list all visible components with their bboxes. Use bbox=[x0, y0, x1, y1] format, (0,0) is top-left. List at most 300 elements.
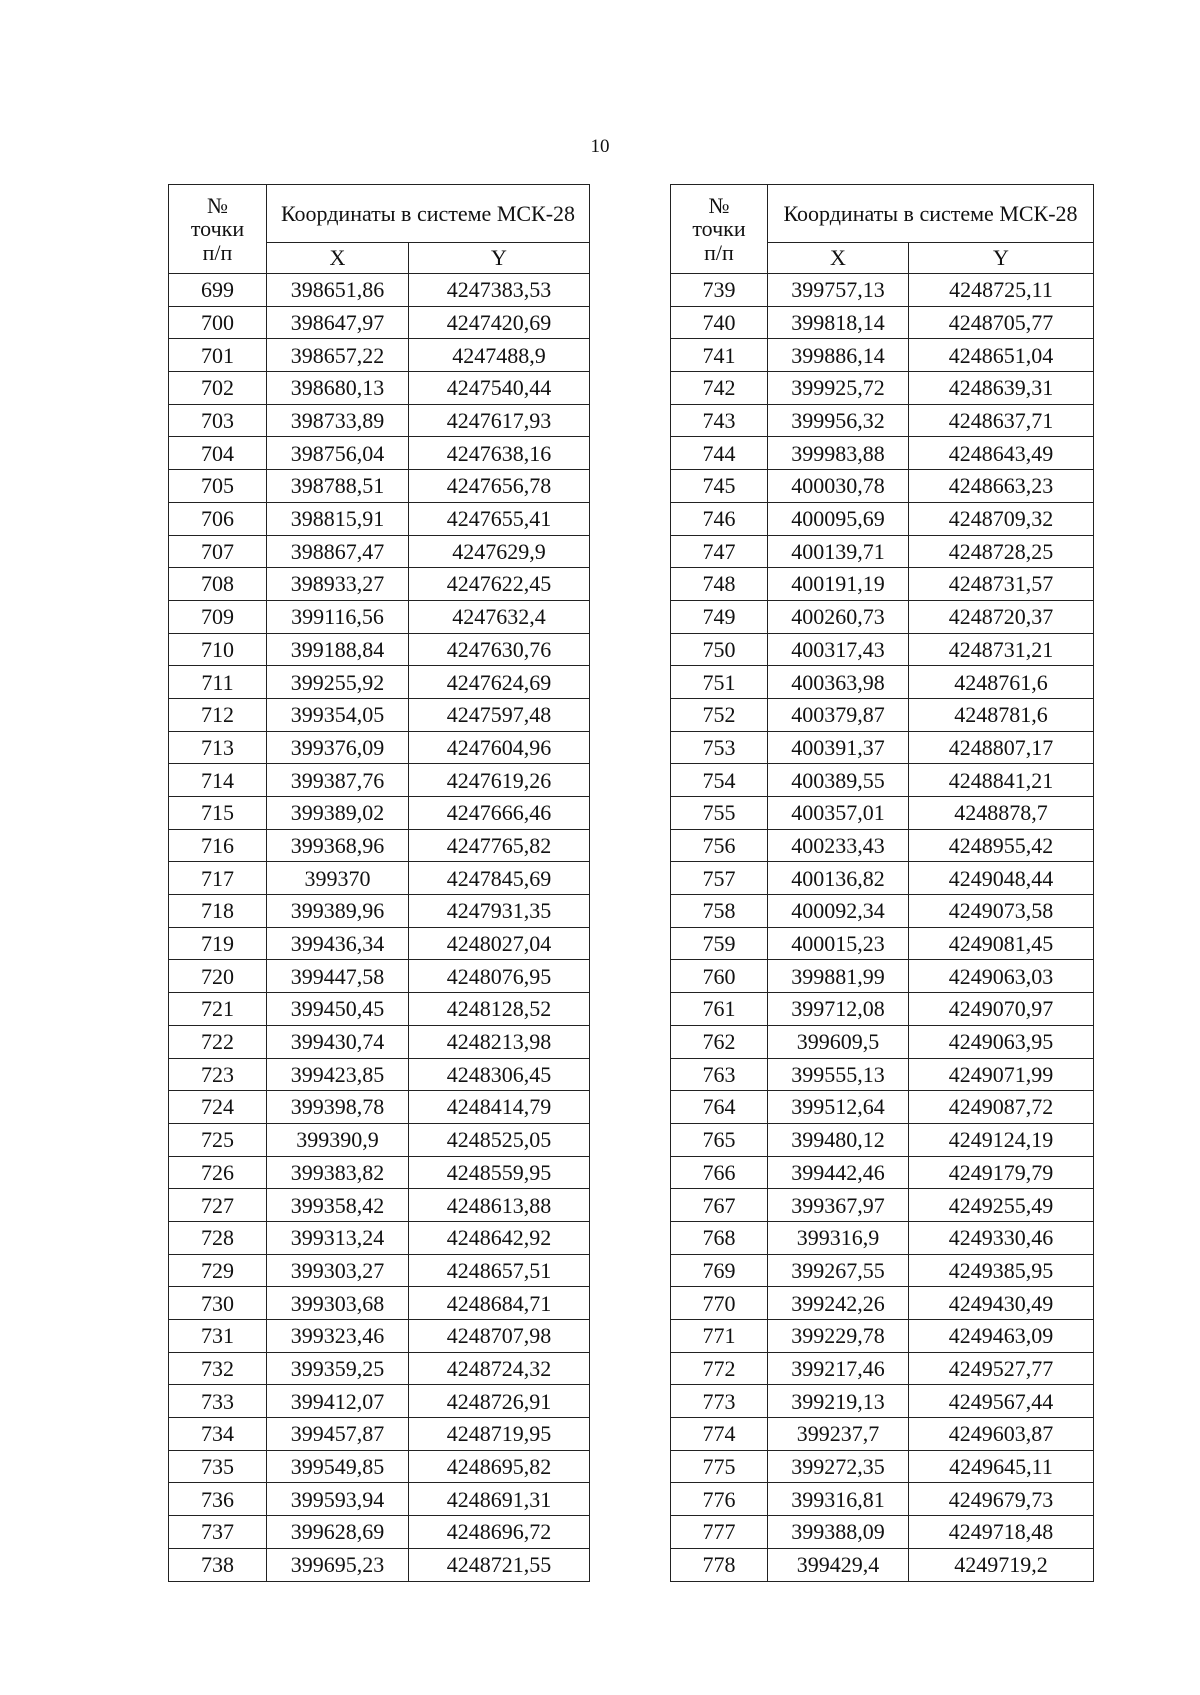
point-number-cell: 776 bbox=[671, 1483, 768, 1516]
x-coordinate-cell: 399442,46 bbox=[768, 1156, 909, 1189]
y-coordinate-cell: 4247597,48 bbox=[409, 698, 590, 731]
point-number-cell: 719 bbox=[169, 927, 267, 960]
x-header: X bbox=[267, 243, 409, 274]
table-row bbox=[169, 731, 590, 764]
page-number: 10 bbox=[590, 136, 610, 157]
number-sign: № bbox=[207, 193, 228, 219]
point-number-cell: 711 bbox=[169, 666, 267, 699]
x-coordinate-cell: 399316,81 bbox=[768, 1483, 909, 1516]
point-number-cell: 725 bbox=[169, 1123, 267, 1156]
point-number-cell: 752 bbox=[671, 698, 768, 731]
point-number-cell: 755 bbox=[671, 797, 768, 830]
y-coordinate-cell: 4248731,21 bbox=[909, 633, 1094, 666]
x-coordinate-cell: 399549,85 bbox=[267, 1450, 409, 1483]
table-row bbox=[671, 862, 1094, 895]
x-coordinate-cell: 399480,12 bbox=[768, 1123, 909, 1156]
table-row bbox=[169, 1352, 590, 1385]
table-row bbox=[169, 698, 590, 731]
y-coordinate-cell: 4248691,31 bbox=[409, 1483, 590, 1516]
table-row bbox=[671, 372, 1094, 405]
x-coordinate-cell: 398867,47 bbox=[267, 535, 409, 568]
point-number-cell: 771 bbox=[671, 1320, 768, 1353]
point-number-cell: 761 bbox=[671, 993, 768, 1026]
table-row bbox=[671, 1287, 1094, 1320]
x-coordinate-cell: 399387,76 bbox=[267, 764, 409, 797]
point-number-cell: 760 bbox=[671, 960, 768, 993]
table-row bbox=[671, 1123, 1094, 1156]
table-row bbox=[671, 339, 1094, 372]
point-number-cell: 730 bbox=[169, 1287, 267, 1320]
y-coordinate-cell: 4248955,42 bbox=[909, 829, 1094, 862]
table-row bbox=[169, 797, 590, 830]
x-coordinate-cell: 400030,78 bbox=[768, 470, 909, 503]
x-coordinate-cell: 399593,94 bbox=[267, 1483, 409, 1516]
y-coordinate-cell: 4249071,99 bbox=[909, 1058, 1094, 1091]
point-number-cell: 727 bbox=[169, 1189, 267, 1222]
table-row bbox=[169, 404, 590, 437]
x-coordinate-cell: 399367,97 bbox=[768, 1189, 909, 1222]
y-coordinate-cell: 4247622,45 bbox=[409, 568, 590, 601]
point-number-cell: 737 bbox=[169, 1516, 267, 1549]
table-row bbox=[671, 829, 1094, 862]
y-coordinate-cell: 4248213,98 bbox=[409, 1025, 590, 1058]
x-coordinate-cell: 399237,7 bbox=[768, 1418, 909, 1451]
x-coordinate-cell: 400139,71 bbox=[768, 535, 909, 568]
y-coordinate-cell: 4248878,7 bbox=[909, 797, 1094, 830]
point-number-cell: 778 bbox=[671, 1548, 768, 1581]
table-row bbox=[169, 372, 590, 405]
y-coordinate-cell: 4248761,6 bbox=[909, 666, 1094, 699]
x-coordinate-cell: 399390,9 bbox=[267, 1123, 409, 1156]
point-number-cell: 743 bbox=[671, 404, 768, 437]
table-row bbox=[671, 306, 1094, 339]
table-row bbox=[671, 470, 1094, 503]
y-coordinate-cell: 4248637,71 bbox=[909, 404, 1094, 437]
point-number-cell: 709 bbox=[169, 600, 267, 633]
y-coordinate-cell: 4248731,57 bbox=[909, 568, 1094, 601]
y-coordinate-cell: 4247624,69 bbox=[409, 666, 590, 699]
point-number-cell: 720 bbox=[169, 960, 267, 993]
point-number-cell: 700 bbox=[169, 306, 267, 339]
x-coordinate-cell: 400136,82 bbox=[768, 862, 909, 895]
x-coordinate-cell: 400015,23 bbox=[768, 927, 909, 960]
point-number-cell: 716 bbox=[169, 829, 267, 862]
point-number-cell: 765 bbox=[671, 1123, 768, 1156]
point-number-cell: 721 bbox=[169, 993, 267, 1026]
y-coordinate-cell: 4248781,6 bbox=[909, 698, 1094, 731]
point-number-cell: 772 bbox=[671, 1352, 768, 1385]
point-word: точки bbox=[692, 216, 746, 242]
point-number-cell: 736 bbox=[169, 1483, 267, 1516]
y-coordinate-cell: 4248707,98 bbox=[409, 1320, 590, 1353]
x-coordinate-cell: 399383,82 bbox=[267, 1156, 409, 1189]
table-row bbox=[671, 666, 1094, 699]
y-coordinate-cell: 4248642,92 bbox=[409, 1221, 590, 1254]
table-row bbox=[169, 502, 590, 535]
table-row bbox=[671, 437, 1094, 470]
table-row bbox=[169, 1156, 590, 1189]
table-row bbox=[671, 1156, 1094, 1189]
y-coordinate-cell: 4248841,21 bbox=[909, 764, 1094, 797]
x-coordinate-cell: 399272,35 bbox=[768, 1450, 909, 1483]
table-row bbox=[671, 1091, 1094, 1124]
point-number-cell: 718 bbox=[169, 895, 267, 928]
x-coordinate-cell: 399555,13 bbox=[768, 1058, 909, 1091]
table-row bbox=[169, 633, 590, 666]
point-number-cell: 717 bbox=[169, 862, 267, 895]
point-number-cell: 707 bbox=[169, 535, 267, 568]
table-row bbox=[169, 1025, 590, 1058]
x-coordinate-cell: 400389,55 bbox=[768, 764, 909, 797]
table-row bbox=[671, 797, 1094, 830]
x-coordinate-cell: 399436,34 bbox=[267, 927, 409, 960]
table-row bbox=[671, 1450, 1094, 1483]
coordinates-table-left bbox=[168, 184, 590, 1582]
table-row bbox=[169, 339, 590, 372]
table-row bbox=[671, 927, 1094, 960]
point-number-cell: 762 bbox=[671, 1025, 768, 1058]
ordinal-abbr: п/п bbox=[202, 239, 233, 265]
point-number-cell: 759 bbox=[671, 927, 768, 960]
x-coordinate-cell: 399457,87 bbox=[267, 1418, 409, 1451]
table-row bbox=[671, 1385, 1094, 1418]
x-coordinate-cell: 399219,13 bbox=[768, 1385, 909, 1418]
table-row bbox=[169, 862, 590, 895]
y-coordinate-cell: 4247845,69 bbox=[409, 862, 590, 895]
coordinates-header: Координаты в системе МСК-28 bbox=[267, 185, 590, 243]
table-row bbox=[169, 895, 590, 928]
x-coordinate-cell: 398815,91 bbox=[267, 502, 409, 535]
table-row bbox=[671, 404, 1094, 437]
x-coordinate-cell: 398756,04 bbox=[267, 437, 409, 470]
table-row bbox=[671, 1025, 1094, 1058]
table-row bbox=[169, 1385, 590, 1418]
y-coordinate-cell: 4247638,16 bbox=[409, 437, 590, 470]
y-coordinate-cell: 4247420,69 bbox=[409, 306, 590, 339]
table-row bbox=[671, 1221, 1094, 1254]
x-coordinate-cell: 399412,07 bbox=[267, 1385, 409, 1418]
x-coordinate-cell: 398647,97 bbox=[267, 306, 409, 339]
y-coordinate-cell: 4249645,11 bbox=[909, 1450, 1094, 1483]
table-row bbox=[671, 274, 1094, 307]
point-number-cell: 722 bbox=[169, 1025, 267, 1058]
x-coordinate-cell: 400379,87 bbox=[768, 698, 909, 731]
table-row bbox=[671, 568, 1094, 601]
table-row bbox=[169, 764, 590, 797]
table-row bbox=[169, 274, 590, 307]
x-coordinate-cell: 399217,46 bbox=[768, 1352, 909, 1385]
table-row bbox=[671, 1352, 1094, 1385]
point-number-cell: 729 bbox=[169, 1254, 267, 1287]
x-header: X bbox=[768, 243, 909, 274]
x-coordinate-cell: 399818,14 bbox=[768, 306, 909, 339]
table-row bbox=[169, 1123, 590, 1156]
coordinates-body-left bbox=[169, 274, 590, 1582]
y-coordinate-cell: 4248719,95 bbox=[409, 1418, 590, 1451]
y-coordinate-cell: 4247540,44 bbox=[409, 372, 590, 405]
table-row bbox=[671, 535, 1094, 568]
x-coordinate-cell: 399712,08 bbox=[768, 993, 909, 1026]
coordinates-body-right bbox=[671, 274, 1094, 1582]
x-coordinate-cell: 399354,05 bbox=[267, 698, 409, 731]
x-coordinate-cell: 399188,84 bbox=[267, 633, 409, 666]
point-number-cell: 758 bbox=[671, 895, 768, 928]
table-row bbox=[169, 600, 590, 633]
point-number-cell: 742 bbox=[671, 372, 768, 405]
point-number-cell: 764 bbox=[671, 1091, 768, 1124]
table-row bbox=[169, 927, 590, 960]
point-number-cell: 723 bbox=[169, 1058, 267, 1091]
point-number-cell: 751 bbox=[671, 666, 768, 699]
x-coordinate-cell: 399267,55 bbox=[768, 1254, 909, 1287]
point-number-cell: 708 bbox=[169, 568, 267, 601]
x-coordinate-cell: 399389,96 bbox=[267, 895, 409, 928]
table-row bbox=[169, 1221, 590, 1254]
point-number-cell: 768 bbox=[671, 1221, 768, 1254]
y-coordinate-cell: 4248721,55 bbox=[409, 1548, 590, 1581]
point-number-cell: 699 bbox=[169, 274, 267, 307]
table-row bbox=[671, 1254, 1094, 1287]
x-coordinate-cell: 399303,27 bbox=[267, 1254, 409, 1287]
x-coordinate-cell: 400391,37 bbox=[768, 731, 909, 764]
table-row bbox=[671, 960, 1094, 993]
point-number-header bbox=[671, 185, 768, 274]
point-number-cell: 702 bbox=[169, 372, 267, 405]
x-coordinate-cell: 400092,34 bbox=[768, 895, 909, 928]
y-coordinate-cell: 4248643,49 bbox=[909, 437, 1094, 470]
table-row bbox=[671, 633, 1094, 666]
y-coordinate-cell: 4248728,25 bbox=[909, 535, 1094, 568]
point-number-cell: 732 bbox=[169, 1352, 267, 1385]
y-header: Y bbox=[909, 243, 1094, 274]
point-number-cell: 738 bbox=[169, 1548, 267, 1581]
point-number-cell: 744 bbox=[671, 437, 768, 470]
y-coordinate-cell: 4248684,71 bbox=[409, 1287, 590, 1320]
table-row bbox=[169, 437, 590, 470]
point-number-cell: 741 bbox=[671, 339, 768, 372]
y-coordinate-cell: 4248709,32 bbox=[909, 502, 1094, 535]
x-coordinate-cell: 399512,64 bbox=[768, 1091, 909, 1124]
x-coordinate-cell: 400357,01 bbox=[768, 797, 909, 830]
table-row bbox=[671, 600, 1094, 633]
y-coordinate-cell: 4248559,95 bbox=[409, 1156, 590, 1189]
point-number-cell: 757 bbox=[671, 862, 768, 895]
point-number-cell: 704 bbox=[169, 437, 267, 470]
x-coordinate-cell: 398657,22 bbox=[267, 339, 409, 372]
point-number-cell: 701 bbox=[169, 339, 267, 372]
x-coordinate-cell: 398933,27 bbox=[267, 568, 409, 601]
table-row bbox=[169, 1058, 590, 1091]
y-coordinate-cell: 4247655,41 bbox=[409, 502, 590, 535]
table-row bbox=[671, 1418, 1094, 1451]
y-coordinate-cell: 4248027,04 bbox=[409, 927, 590, 960]
y-coordinate-cell: 4248696,72 bbox=[409, 1516, 590, 1549]
number-sign: № bbox=[708, 193, 730, 219]
y-coordinate-cell: 4249048,44 bbox=[909, 862, 1094, 895]
table-row bbox=[671, 698, 1094, 731]
y-coordinate-cell: 4249385,95 bbox=[909, 1254, 1094, 1287]
point-number-cell: 731 bbox=[169, 1320, 267, 1353]
x-coordinate-cell: 399389,02 bbox=[267, 797, 409, 830]
y-coordinate-cell: 4248525,05 bbox=[409, 1123, 590, 1156]
y-coordinate-cell: 4249124,19 bbox=[909, 1123, 1094, 1156]
point-number-cell: 748 bbox=[671, 568, 768, 601]
y-coordinate-cell: 4247629,9 bbox=[409, 535, 590, 568]
y-coordinate-cell: 4248128,52 bbox=[409, 993, 590, 1026]
y-coordinate-cell: 4249063,03 bbox=[909, 960, 1094, 993]
point-number-cell: 745 bbox=[671, 470, 768, 503]
y-coordinate-cell: 4248663,23 bbox=[909, 470, 1094, 503]
table-row bbox=[671, 502, 1094, 535]
table-row bbox=[671, 895, 1094, 928]
y-coordinate-cell: 4249719,2 bbox=[909, 1548, 1094, 1581]
x-coordinate-cell: 399450,45 bbox=[267, 993, 409, 1026]
y-coordinate-cell: 4247765,82 bbox=[409, 829, 590, 862]
point-number-cell: 746 bbox=[671, 502, 768, 535]
table-row bbox=[169, 1091, 590, 1124]
y-coordinate-cell: 4247656,78 bbox=[409, 470, 590, 503]
y-header: Y bbox=[409, 243, 590, 274]
table-row bbox=[169, 535, 590, 568]
point-number-cell: 703 bbox=[169, 404, 267, 437]
y-coordinate-cell: 4247619,26 bbox=[409, 764, 590, 797]
ordinal-abbr: п/п bbox=[704, 239, 734, 265]
x-coordinate-cell: 399429,4 bbox=[768, 1548, 909, 1581]
point-number-cell: 749 bbox=[671, 600, 768, 633]
x-coordinate-cell: 398651,86 bbox=[267, 274, 409, 307]
point-number-cell: 734 bbox=[169, 1418, 267, 1451]
table-row bbox=[169, 1189, 590, 1222]
x-coordinate-cell: 400260,73 bbox=[768, 600, 909, 633]
y-coordinate-cell: 4247383,53 bbox=[409, 274, 590, 307]
x-coordinate-cell: 399628,69 bbox=[267, 1516, 409, 1549]
table-row bbox=[169, 1516, 590, 1549]
point-number-cell: 705 bbox=[169, 470, 267, 503]
point-number-cell: 726 bbox=[169, 1156, 267, 1189]
x-coordinate-cell: 399370 bbox=[267, 862, 409, 895]
y-coordinate-cell: 4248651,04 bbox=[909, 339, 1094, 372]
point-number-cell: 739 bbox=[671, 274, 768, 307]
point-number-cell: 747 bbox=[671, 535, 768, 568]
y-coordinate-cell: 4247488,9 bbox=[409, 339, 590, 372]
table-row bbox=[169, 960, 590, 993]
x-coordinate-cell: 399313,24 bbox=[267, 1221, 409, 1254]
table-row bbox=[169, 1254, 590, 1287]
y-coordinate-cell: 4249330,46 bbox=[909, 1221, 1094, 1254]
y-coordinate-cell: 4247666,46 bbox=[409, 797, 590, 830]
y-coordinate-cell: 4249679,73 bbox=[909, 1483, 1094, 1516]
y-coordinate-cell: 4248695,82 bbox=[409, 1450, 590, 1483]
x-coordinate-cell: 399881,99 bbox=[768, 960, 909, 993]
x-coordinate-cell: 399388,09 bbox=[768, 1516, 909, 1549]
point-number-cell: 740 bbox=[671, 306, 768, 339]
x-coordinate-cell: 399886,14 bbox=[768, 339, 909, 372]
point-number-cell: 706 bbox=[169, 502, 267, 535]
x-coordinate-cell: 399316,9 bbox=[768, 1221, 909, 1254]
point-number-cell: 735 bbox=[169, 1450, 267, 1483]
y-coordinate-cell: 4249070,97 bbox=[909, 993, 1094, 1026]
x-coordinate-cell: 399229,78 bbox=[768, 1320, 909, 1353]
point-number-cell: 715 bbox=[169, 797, 267, 830]
table-row bbox=[671, 1516, 1094, 1549]
y-coordinate-cell: 4249073,58 bbox=[909, 895, 1094, 928]
y-coordinate-cell: 4249087,72 bbox=[909, 1091, 1094, 1124]
y-coordinate-cell: 4248724,32 bbox=[409, 1352, 590, 1385]
point-number-cell: 733 bbox=[169, 1385, 267, 1418]
y-coordinate-cell: 4249430,49 bbox=[909, 1287, 1094, 1320]
point-number-cell: 713 bbox=[169, 731, 267, 764]
x-coordinate-cell: 399116,56 bbox=[267, 600, 409, 633]
y-coordinate-cell: 4248705,77 bbox=[909, 306, 1094, 339]
point-number-cell: 728 bbox=[169, 1221, 267, 1254]
y-coordinate-cell: 4249063,95 bbox=[909, 1025, 1094, 1058]
x-coordinate-cell: 399983,88 bbox=[768, 437, 909, 470]
x-coordinate-cell: 399303,68 bbox=[267, 1287, 409, 1320]
point-word: точки bbox=[190, 216, 245, 242]
x-coordinate-cell: 399447,58 bbox=[267, 960, 409, 993]
y-coordinate-cell: 4247632,4 bbox=[409, 600, 590, 633]
point-number-header bbox=[169, 185, 267, 274]
x-coordinate-cell: 400233,43 bbox=[768, 829, 909, 862]
point-number-cell: 710 bbox=[169, 633, 267, 666]
x-coordinate-cell: 400095,69 bbox=[768, 502, 909, 535]
y-coordinate-cell: 4249081,45 bbox=[909, 927, 1094, 960]
coordinates-header: Координаты в системе МСК-28 bbox=[768, 185, 1094, 243]
y-coordinate-cell: 4249463,09 bbox=[909, 1320, 1094, 1353]
table-row bbox=[671, 1058, 1094, 1091]
x-coordinate-cell: 400363,98 bbox=[768, 666, 909, 699]
y-coordinate-cell: 4248076,95 bbox=[409, 960, 590, 993]
point-number-cell: 775 bbox=[671, 1450, 768, 1483]
point-number-cell: 763 bbox=[671, 1058, 768, 1091]
y-coordinate-cell: 4249718,48 bbox=[909, 1516, 1094, 1549]
point-number-cell: 770 bbox=[671, 1287, 768, 1320]
x-coordinate-cell: 399323,46 bbox=[267, 1320, 409, 1353]
y-coordinate-cell: 4248807,17 bbox=[909, 731, 1094, 764]
point-number-cell: 753 bbox=[671, 731, 768, 764]
x-coordinate-cell: 399695,23 bbox=[267, 1548, 409, 1581]
point-number-cell: 754 bbox=[671, 764, 768, 797]
point-number-cell: 712 bbox=[169, 698, 267, 731]
point-number-cell: 756 bbox=[671, 829, 768, 862]
table-row bbox=[671, 1320, 1094, 1353]
point-number-cell: 724 bbox=[169, 1091, 267, 1124]
y-coordinate-cell: 4248613,88 bbox=[409, 1189, 590, 1222]
y-coordinate-cell: 4248726,91 bbox=[409, 1385, 590, 1418]
x-coordinate-cell: 399255,92 bbox=[267, 666, 409, 699]
table-row bbox=[671, 1548, 1094, 1581]
y-coordinate-cell: 4249527,77 bbox=[909, 1352, 1094, 1385]
y-coordinate-cell: 4248639,31 bbox=[909, 372, 1094, 405]
point-number-cell: 774 bbox=[671, 1418, 768, 1451]
table-row bbox=[671, 1189, 1094, 1222]
y-coordinate-cell: 4247617,93 bbox=[409, 404, 590, 437]
x-coordinate-cell: 399242,26 bbox=[768, 1287, 909, 1320]
x-coordinate-cell: 400317,43 bbox=[768, 633, 909, 666]
point-number-cell: 750 bbox=[671, 633, 768, 666]
point-number-cell: 773 bbox=[671, 1385, 768, 1418]
y-coordinate-cell: 4247630,76 bbox=[409, 633, 590, 666]
x-coordinate-cell: 399376,09 bbox=[267, 731, 409, 764]
y-coordinate-cell: 4248657,51 bbox=[409, 1254, 590, 1287]
coordinates-table-right bbox=[670, 184, 1094, 1582]
y-coordinate-cell: 4249567,44 bbox=[909, 1385, 1094, 1418]
table-row bbox=[169, 1548, 590, 1581]
y-coordinate-cell: 4248414,79 bbox=[409, 1091, 590, 1124]
x-coordinate-cell: 400191,19 bbox=[768, 568, 909, 601]
table-row bbox=[671, 993, 1094, 1026]
x-coordinate-cell: 399925,72 bbox=[768, 372, 909, 405]
